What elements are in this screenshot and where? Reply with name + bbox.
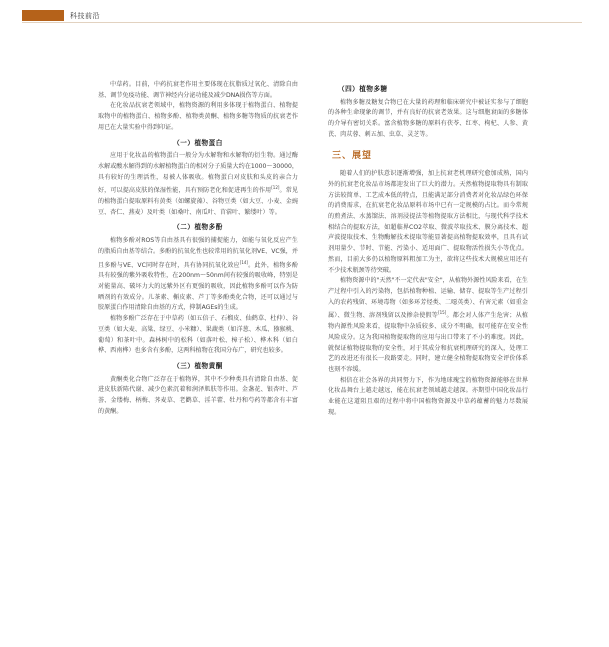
citation-12: [12] [271, 185, 280, 191]
outlook-paragraph-2: 植物资源中的"天然"不一定代表"安全"，从植物外源性风险来看，在生产过程中引入的污染物，包括植物种植、运输、储存、提取等生产过程引入的农药残留、环境毒物（如多环芳烃类、二噁英类）、有害元素（如重金属）、微生物、溶剂残留以及掺杂使假等[15]。都会对人体产生危害；从植物内源性风险来看，提取物中杂质较多、成分不明确，很可能存在安全性风险成分。这为我国植物提取物的应用与出口带来了不小的难度。因此，就保证植物提取物的安全性，对于其成分和抗衰机理研究的深入，处理工艺的改进还有很长一段路要走。同时，建立健全植物提取物安全评价体系也刻不容缓。 [328, 277, 528, 373]
outlook-paragraph-1: 随着人们的护肤意识逐渐增强，加上抗衰老机理研究愈加成熟，国内外的抗衰老化妆品市场都迎发出了巨大的潜力。天然植物提取物具有制取方法较简单、工艺成本低的特点，且能满足部分消费者对化妆品绿色环保的消费需求，在抗衰老化妆品原料市场中已有一定规模的占比。而今常规的煎煮法、水蒸馏法、溶剂浸提法等植物提取方法相比，与现代科学技术相结合的提取方法，如超临界CO2萃取、微波萃取技术、膜分离技术、超声波提取技术、生物酶解技术提取等能显著提高植物提取效率，且具有试剂用量少、节时、节能、污染小、适用面广、提取物活性损失小等优点。然而，目前大多仍以植物原料粗加工为主，欲将这些技术大规模应用还有不少技术瓶颈等待突破。 [328, 170, 528, 274]
plant-flavonoid-paragraph: 黄酮类化合物广泛存在于植物界，其中不少种类具有清除自由基、促进皮肤新陈代谢、减少色素沉着和润泽肌肤等作用。金盏花、银杏叶、芦荟、金缕梅、柄梅、荠麦草、老鹳草、淫羊藿、牡丹和芍药等都含有丰富的黄酮。 [98, 375, 298, 415]
plant-polyphenol-paragraph: 植物多酚对ROS等自由基具有很强的捕捉能力，如能与氧化反应产生的脂质自由基等结合。多酚的抗氧化性也较常用的抗氧化剂VE、VC强，并且多酚与VE、VC同时存在时，具有协同抗氧化效应[14]。此外，植物多酚具有较强的紫外吸收特性，在200nm～50nm间有较强的吸收峰，特别是对能量高、破坏力大的远紫外区有更强的吸收，因此植物多酚可以作为防晒剂的有效成分。儿茶素、槲皮素、芦丁等多酚类化合物，还可以通过与胶原蛋白作用清除自由基的方式，抑制AGEs的生成。 [98, 237, 299, 312]
plant-polysaccharide-paragraph: 植物多糖及糖复合物已在大量的药理和临床研究中被证实参与了细胞的各种生命现象的调节，并有良好的抗衰老效果。这与细胞衰面的多糖体的介导有密切关系。富含植物多糖的原料有茯苓、红枣、枸杞、人参、黄芪、肉苁蓉、刺五加、虫草、灵芝等。 [328, 98, 528, 138]
citation-15: [15] [438, 310, 447, 316]
citation-14: [14] [239, 259, 248, 265]
section-plant-polyphenol-title: （二）植物多酚 [173, 223, 223, 232]
header-accent-bar [22, 10, 64, 21]
section-plant-polysaccharide-title: （四）植物多糖 [338, 85, 388, 93]
right-column [328, 80, 528, 418]
intro-paragraph: 中草药。目前，中药抗衰老作用主要体现在抗脂质过氧化、清除自由基、调节免疫功能、调节神经内分泌功能及减少DNA损伤等方面。 [98, 81, 298, 99]
section-outlook-title: 三、展望 [332, 150, 373, 161]
section-plant-protein-title: （一）植物蛋白 [173, 138, 223, 147]
outlook-paragraph-3: 相信在社会各界的共同努力下，作为地球瑰宝的植物资源能够在世界化妆品舞台上越走越远，能在抗衰老领域越走越深。亦期望中国化妆品行业能在这道阻且艰的过程中将中国植物资源及中草药蕴蓄的魅力尽数展现。 [328, 376, 528, 416]
page-header [22, 10, 100, 21]
left-column [98, 80, 298, 417]
plant-protein-paragraph: 应用于化妆品的植物蛋白一般分为水解物和水解物的衍生物。通过酶水解或酸水解得到的水解植物蛋白的相对分子质量大约在1000～30000，具有较好的生理活性，易被人体吸收。植物蛋白对皮肤和头皮的亲合力好，可以提高皮肤的保湿性能，具有预防老化和促进再生的作用[12]。常见的植物蛋白提取原料有黄类（如螺旋藻）、谷物豆类（如大豆、小麦、金豌豆、杏仁、燕麦）及叶类（如桑叶、南瓜叶、苜蓿叶、繁缕叶）等。 [98, 152, 299, 216]
header-section-label: 科技前沿 [70, 11, 100, 20]
plant-polyphenol-sources-paragraph: 植物多酚广泛存在于中草药（如五倍子、石榴皮、仙鹤草、杜仲）、谷豆类（如大麦、高粱、绿豆、小米糠）、果蔬类（如洋葱、木瓜、猕猴桃、葡萄）和茶叶中。森林树中的松科（如落叶松、樟子松）、桦木科（如白桦、西南桦）也多含有多酚，这两科植物在我国分布广，研究也较多。 [98, 315, 298, 355]
header-divider [22, 22, 582, 23]
overview-paragraph: 在化妆品抗衰老领域中，植物资源的利用多体现于植物蛋白、植物提取物中的植物蛋白、植物多酚、植物类黄酮、植物多糖等物质的抗衰老作用已在大量实验中得到印证。 [98, 102, 298, 131]
section-plant-flavonoid-title: （三）植物黄酮 [173, 361, 223, 370]
